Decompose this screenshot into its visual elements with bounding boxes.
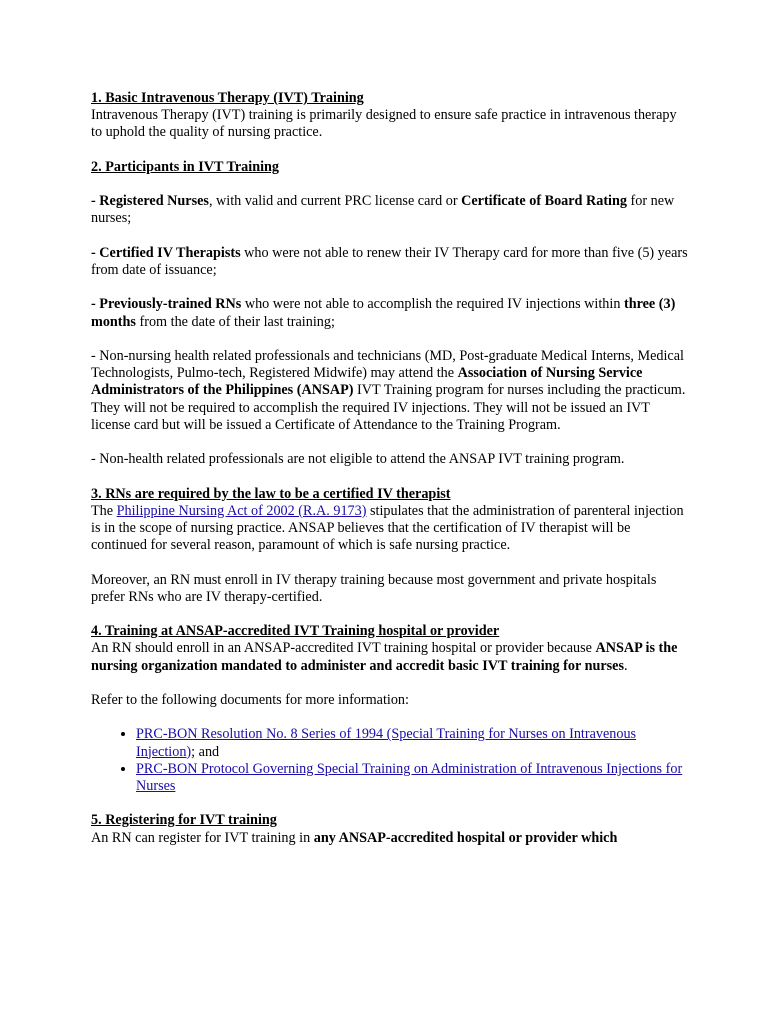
- text: An RN should enroll in an ANSAP-accredited IVT training hospital or provider because: [91, 640, 596, 657]
- reference-list: [91, 726, 688, 795]
- section-2-heading: 2. Participants in IVT Training: [91, 158, 280, 175]
- text: who were not able to accomplish the required IV injections within: [241, 296, 624, 313]
- nursing-act-link[interactable]: Philippine Nursing Act of 2002 (R.A. 9173): [116, 502, 367, 519]
- prc-bon-protocol-link[interactable]: PRC-BON Protocol Governing Special Training on Administration of Intravenous Injections for Nurses: [136, 760, 683, 794]
- participant-certified-iv-therapists: [91, 245, 688, 279]
- bold-text: Certificate of Board Rating: [461, 193, 627, 210]
- section-5-heading: 5. Registering for IVT training: [91, 812, 277, 829]
- bold-text: - Registered Nurses: [91, 193, 209, 210]
- bold-text: three (3) months: [91, 296, 676, 330]
- section-3-body: [91, 503, 688, 555]
- text: who were not able to renew their IV Therapy card for more than five (5) years from date of issuance;: [91, 244, 688, 278]
- participant-non-nursing-professionals: [91, 348, 688, 434]
- section-1-body: Intravenous Therapy (IVT) training is primarily designed to ensure safe practice in intravenous therapy to uphold the quality of nursing practice.: [91, 107, 677, 141]
- text: .: [624, 657, 628, 674]
- section-3-heading: 3. RNs are required by the law to be a certified IV therapist: [91, 485, 451, 502]
- text: from the date of their last training;: [135, 313, 335, 330]
- participant-registered-nurses: [91, 193, 688, 227]
- section-4-heading: 4. Training at ANSAP-accredited IVT Training hospital or provider: [91, 623, 500, 640]
- section-5-body: [91, 830, 688, 847]
- text: - Non-nursing health related professionals and technicians (MD, Post-graduate Medical Interns, Medical Technologists, Pulmo-tech, Registered Midwife) may attend the: [91, 347, 684, 382]
- section-1-heading: 1. Basic Intravenous Therapy (IVT) Training: [91, 90, 364, 106]
- text: for new nurses;: [91, 193, 675, 227]
- bold-text: ANSAP is the nursing organization mandated to administer and accredit basic IVT training for nurses: [91, 640, 678, 674]
- text: ; and: [191, 743, 220, 760]
- bold-text: - Certified IV Therapists: [91, 244, 241, 261]
- text: , with valid and current PRC license card or: [208, 193, 462, 210]
- text: The: [91, 502, 117, 519]
- bold-text: - Previously-trained RNs: [91, 296, 242, 313]
- section-3-body-2: Moreover, an RN must enroll in IV therapy training because most government and private hospitals prefer RNs who are IV therapy-certified.: [91, 571, 657, 605]
- prc-bon-resolution-link[interactable]: PRC-BON Resolution No. 8 Series of 1994 (Special Training for Nurses on Intravenous Injection): [136, 726, 637, 760]
- participant-non-health-professionals: - Non-health related professionals are not eligible to attend the ANSAP IVT training program.: [91, 451, 625, 468]
- section-4-body: [91, 640, 688, 674]
- section-4-refer-text: Refer to the following documents for more information:: [91, 691, 409, 708]
- bold-text: Association of Nursing Service Administrators of the Philippines (ANSAP): [91, 365, 643, 399]
- bold-text: any ANSAP-accredited hospital or provider which: [313, 829, 618, 846]
- list-item: [136, 761, 688, 795]
- text: IVT Training program for nurses including the practicum. They will not be required to accomplish the required IV injections. They will not be issued an IVT license card but will be issued a Certificate of Attendance to the Training Program.: [91, 382, 686, 433]
- text: An RN can register for IVT training in: [91, 829, 314, 846]
- list-item: [136, 726, 688, 760]
- text: stipulates that the administration of parenteral injection is in the scope of nursing practice. ANSAP believes that the certification of IV therapist will be continued for several reason, paramount of which is safe nursing practice.: [91, 502, 684, 554]
- participant-previously-trained-rns: [91, 296, 688, 330]
